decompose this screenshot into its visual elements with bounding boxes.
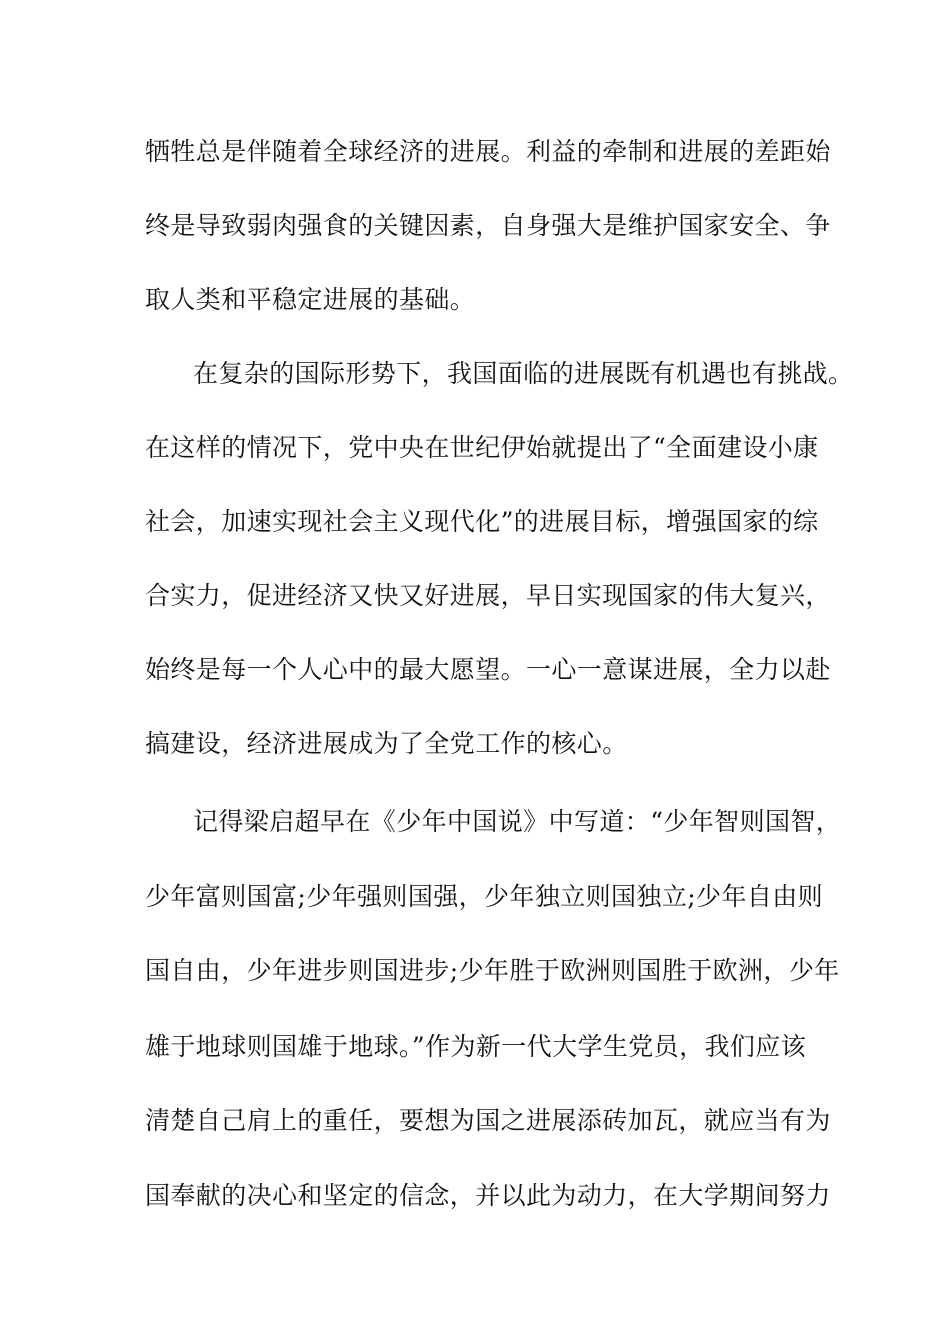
text-line: 搞建设，经济进展成为了全党工作的核心。 — [145, 729, 628, 758]
text-line: 国奉献的决心和坚定的信念，并以此为动力，在大学期间努力 — [145, 1181, 831, 1210]
paragraph-first-line: 记得梁启超早在《少年中国说》中写道：“少年智则国智， — [193, 807, 842, 836]
text-line: 在这样的情况下，党中央在世纪伊始就提出了“全面建设小康 — [145, 433, 819, 462]
text-line: 牺牲总是伴随着全球经济的进展。利益的牵制和进展的差距始 — [145, 137, 831, 166]
text-line: 始终是每一个人心中的最大愿望。一心一意谋进展，全力以赴 — [145, 655, 831, 684]
text-line: 雄于地球则国雄于地球。”作为新一代大学生党员，我们应该 — [145, 1032, 807, 1061]
text-line: 合实力，促进经济又快又好进展，早日实现国家的伟大复兴， — [145, 581, 831, 610]
text-line: 社会，加速实现社会主义现代化”的进展目标，增强国家的综 — [145, 507, 819, 536]
paragraph-first-line: 在复杂的国际形势下，我国面临的进展既有机遇也有挑战。 — [193, 359, 854, 388]
text-line: 终是导致弱肉强食的关键因素，自身强大是维护国家安全、争 — [145, 211, 831, 240]
text-line: 国自由，少年进步则国进步;少年胜于欧洲则国胜于欧洲，少年 — [145, 956, 840, 985]
text-line: 取人类和平稳定进展的基础。 — [145, 285, 476, 314]
text-line: 清楚自己肩上的重任，要想为国之进展添砖加瓦，就应当有为 — [145, 1106, 831, 1135]
text-line: 少年富则国富;少年强则国强，少年独立则国独立;少年自由则 — [145, 882, 824, 911]
